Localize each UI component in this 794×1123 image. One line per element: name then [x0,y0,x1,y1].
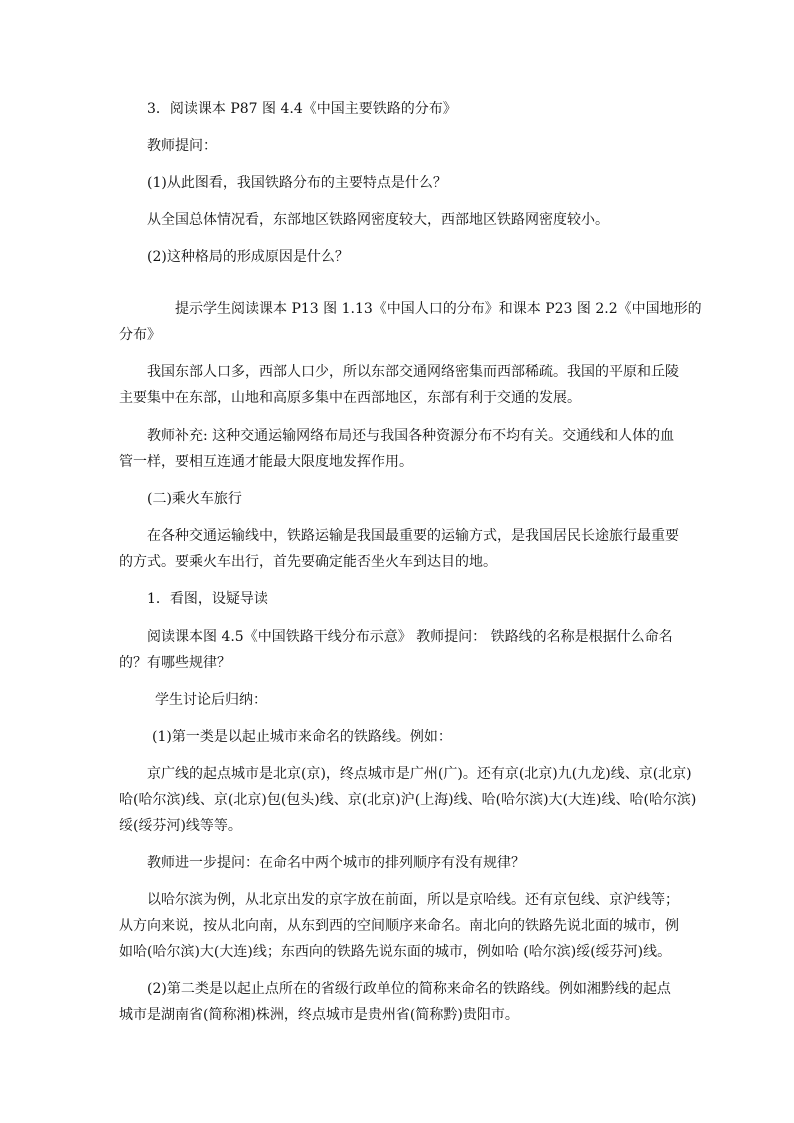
teacher-further-question: 教师进一步提问：在命名中两个城市的排列顺序有没有规律？ [147,855,525,871]
example-line-1: 京广线的起点城市是北京(京)，终点城市是广州(广)。还有京(北京)九(九龙)线、京(北京) [147,766,692,782]
answer-1: 从全国总体情况看，东部地区铁路网密度较大，西部地区铁路网密度较小。 [147,212,609,228]
rail-intro-line-2: 的方式。要乘火车出行，首先要确定能否坐火车到达目的地。 [119,554,497,570]
question-2: (2)这种格局的形成原因是什么？ [147,249,349,265]
hint-paragraph-line-2: 分布》 [119,327,161,343]
order-rule-line-1: 以哈尔滨为例，从北京出发的京字放在前面，所以是京哈线。还有京包线、京沪线等； [147,892,679,908]
section-heading-train-travel: (二)乘火车旅行 [147,491,242,507]
order-rule-line-2: 从方向来说，按从北向南，从东到西的空间顺序来命名。南北向的铁路先说北面的城市，例 [119,918,679,934]
teacher-supplement-line-2: 管一样，要相互连通才能最大限度地发挥作用。 [119,454,413,470]
explanation-line-1: 我国东部人口多，西部人口少，所以东部交通网络密集而西部稀疏。我国的平原和丘陵 [147,364,679,380]
category-2-line-2: 城市是湖南省(简称湘)株洲，终点城市是贵州省(简称黔)贵阳市。 [119,1007,519,1023]
step-1-heading: 1．看图，设疑导读 [147,591,268,607]
reading-task-line-1: 阅读课本图 4.5《中国铁路干线分布示意》 教师提问： 铁路线的名称是根据什么命名 [147,629,673,645]
example-line-3: 绥(绥芬河)线等等。 [119,818,242,834]
question-1: (1)从此图看，我国铁路分布的主要特点是什么？ [147,175,447,191]
category-2-line-1: (2)第二类是以起止点所在的省级行政单位的简称来命名的铁路线。例如湘黔线的起点 [147,981,671,997]
order-rule-line-3: 如哈(哈尔滨)大(大连)线；东西向的铁路先说东面的城市，例如哈 (哈尔滨)绥(绥芬河)线。 [119,944,672,960]
section-heading-3: 3．阅读课本 P87 图 4.4《中国主要铁路的分布》 [147,101,457,117]
example-line-2: 哈(哈尔滨)线、京(北京)包(包头)线、京(北京)沪(上海)线、哈(哈尔滨)大(大连)线、哈(哈尔滨) [119,792,697,808]
student-discussion-label: 学生讨论后归纳： [155,692,267,708]
hint-paragraph-line-1: 提示学生阅读课本 P13 图 1.13《中国人口的分布》和课本 P23 图 2.2《中国地形的 [175,301,702,317]
teacher-question-label: 教师提问： [147,138,217,154]
explanation-line-2: 主要集中在东部，山地和高原多集中在西部地区，东部有利于交通的发展。 [119,390,581,406]
category-1-heading: (1)第一类是以起止城市来命名的铁路线。例如： [152,729,452,745]
rail-intro-line-1: 在各种交通运输线中，铁路运输是我国最重要的运输方式，是我国居民长途旅行最重要 [147,528,679,544]
reading-task-line-2: 的？有哪些规律？ [119,655,231,671]
teacher-supplement-line-1: 教师补充: 这种交通运输网络布局还与我国各种资源分布不均有关。交通线和人体的血 [147,428,675,444]
